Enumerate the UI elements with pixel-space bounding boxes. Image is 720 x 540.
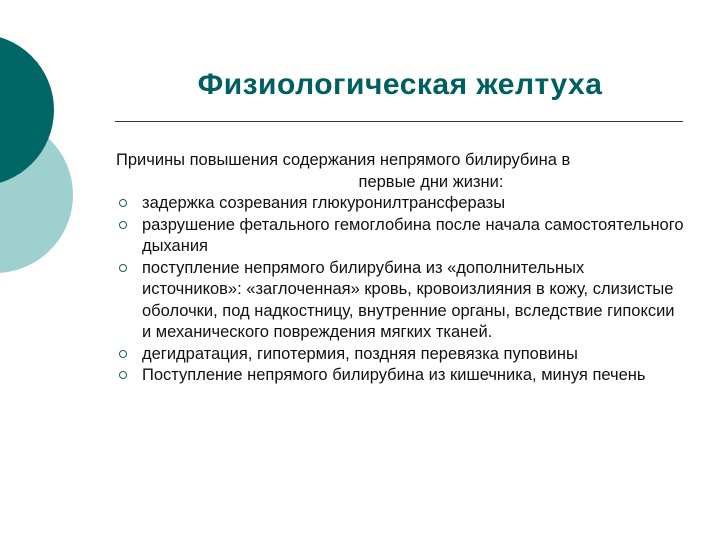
circle-bullet-icon [119, 221, 127, 229]
list-item [116, 344, 686, 366]
list-item [116, 365, 686, 387]
intro-text [116, 150, 686, 193]
causes-list [116, 193, 686, 387]
intro-line-2: первые дни жизни: [358, 172, 504, 191]
circle-bullet-icon [119, 264, 127, 272]
list-item-text: задержка созревания глюкуронилтрансферазы [142, 194, 506, 212]
circle-bullet-icon [119, 350, 127, 358]
list-item-text: поступление непрямого билирубина из «дополнительных источников»: «заглоченная» кровь, кровоизлияния в кожу, слизистые оболочки, под надкостницу, внутренние органы, вследствие гипоксии и механического повреждения мягких тканей. [142, 258, 675, 341]
slide-title: Физиологическая желтуха [197, 68, 603, 101]
circle-bullet-icon [119, 199, 127, 207]
list-item-text: Поступление непрямого билирубина из кишечника, минуя печень [142, 366, 646, 384]
title-divider [115, 121, 683, 122]
intro-line-1: Причины повышения содержания непрямого билирубина в [116, 151, 571, 169]
circle-bullet-icon [119, 371, 127, 379]
slide-body [116, 150, 686, 387]
list-item-text: разрушение фетального гемоглобина после начала самостоятельного дыхания [142, 215, 684, 255]
list-item-text: дегидратация, гипотермия, поздняя перевязка пуповины [142, 344, 578, 363]
list-item [116, 215, 686, 258]
list-item [116, 258, 686, 344]
list-item [116, 193, 686, 215]
